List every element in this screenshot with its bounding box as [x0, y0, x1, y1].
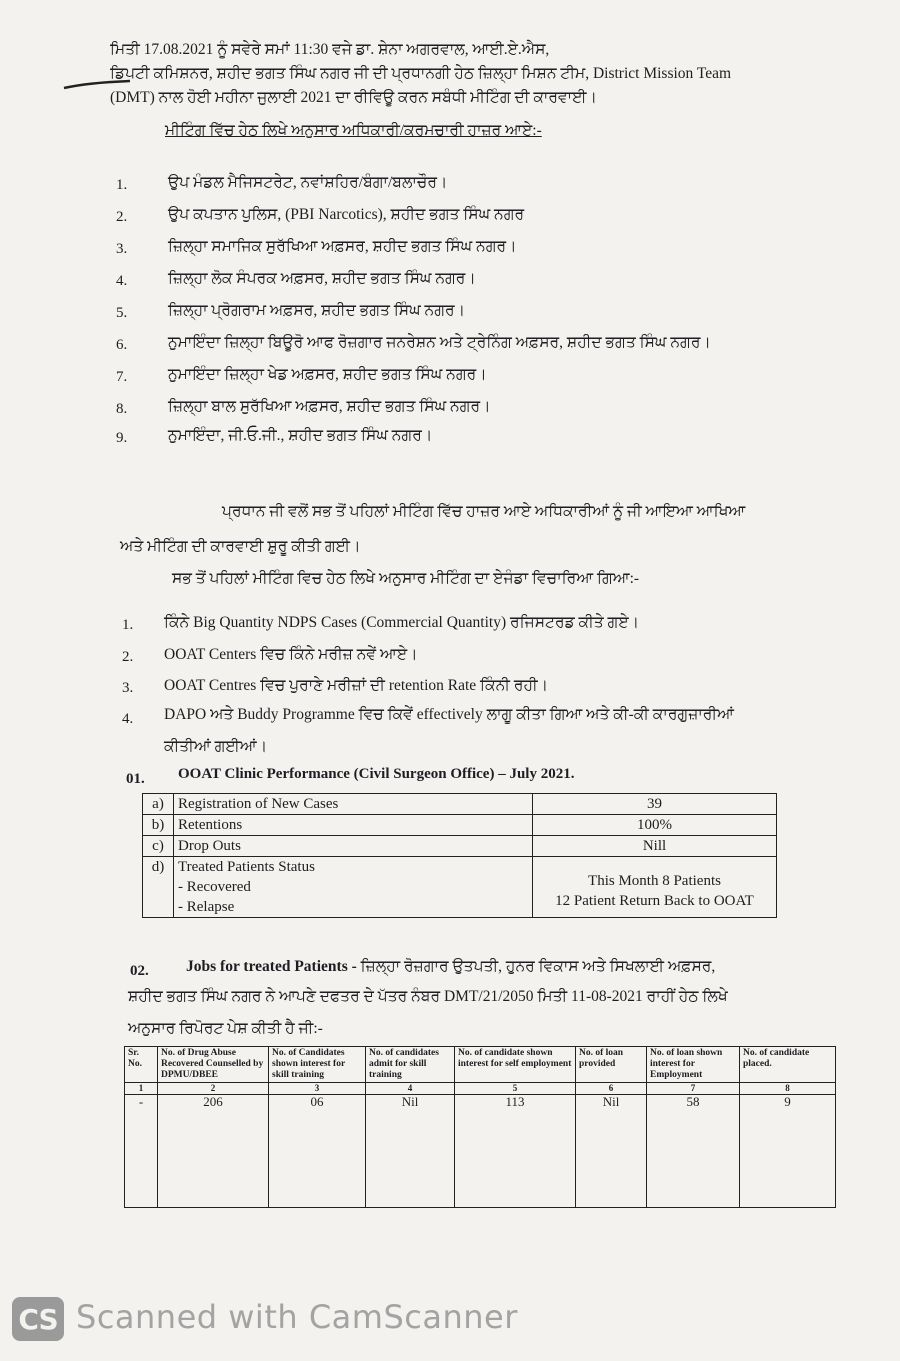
ooat-performance-table [142, 793, 777, 918]
status-sub-recovered: - Recovered [178, 879, 251, 895]
row-value [533, 857, 777, 918]
attendee-item: ਜ਼ਿਲ੍ਹਾ ਸਮਾਜਿਕ ਸੁਰੱਖਿਆ ਅਫ਼ਸਰ, ਸ਼ਹੀਦ ਭਗਤ ਸਿੰਘ ਨਗਰ। [168, 238, 517, 255]
row-value: 39 [533, 794, 777, 815]
status-value-1: This Month 8 Patients [588, 873, 721, 889]
row-value: 100% [533, 815, 777, 836]
data-cell: Nil [366, 1095, 455, 1208]
row-key: b) [143, 815, 174, 836]
intro-paragraph [110, 38, 790, 110]
attendee-num: 8. [116, 401, 128, 417]
attendee-num: 6. [116, 337, 128, 353]
attendee-item: ਜ਼ਿਲ੍ਹਾ ਲੋਕ ਸੰਪਰਕ ਅਫ਼ਸਰ, ਸ਼ਹੀਦ ਭਗਤ ਸਿੰਘ ਨਗਰ। [168, 270, 476, 287]
header-cell: No. of candidate shown interest for self employment [455, 1047, 576, 1083]
attendee-num: 1. [116, 177, 128, 193]
table-index-row [125, 1083, 836, 1095]
attendance-heading: ਮੀਟਿੰਗ ਵਿੱਚ ਹੇਠ ਲਿਖੇ ਅਨੁਸਾਰ ਅਧਿਕਾਰੀ/ਕਰਮਚਾਰੀ ਹਾਜ਼ਰ ਆਏ:- [165, 122, 542, 139]
agenda-item: OOAT Centers ਵਿਚ ਕਿੰਨੇ ਮਰੀਜ਼ ਨਵੇਂ ਆਏ। [164, 646, 418, 663]
index-cell: 3 [269, 1083, 366, 1095]
intro-line-2: ਡਿਪਟੀ ਕਮਿਸ਼ਨਰ, ਸ਼ਹੀਦ ਭਗਤ ਸਿੰਘ ਨਗਰ ਜੀ ਦੀ ਪ੍ਰਧਾਨਗੀ ਹੇਠ ਜ਼ਿਲ੍ਹਾ ਮਿਸ਼ਨ ਟੀਮ, District Mission Team [110, 65, 732, 82]
table-row [143, 794, 777, 815]
agenda-item: ਕਿੰਨੇ Big Quantity NDPS Cases (Commercial Quantity) ਰਜਿਸਟਰਡ ਕੀਤੇ ਗਏ। [164, 614, 640, 631]
camscanner-logo-icon: CS [12, 1297, 64, 1341]
table-row [143, 815, 777, 836]
attendee-item: ਉਪ ਮੰਡਲ ਮੈਜਿਸਟਰੇਟ, ਨਵਾਂਸ਼ਹਿਰ/ਬੰਗਾ/ਬਲਾਚੌਰ। [168, 174, 448, 191]
attendee-num: 3. [116, 241, 128, 257]
index-cell: 1 [125, 1083, 158, 1095]
row-key: c) [143, 836, 174, 857]
camscanner-watermark: Scanned with CamScanner [76, 1298, 518, 1336]
row-label: Registration of New Cases [174, 794, 533, 815]
section-2-title: Jobs for treated Patients - [186, 958, 357, 975]
header-cell: No. of loan provided [576, 1047, 647, 1083]
row-key: d) [143, 857, 174, 918]
index-cell: 2 [158, 1083, 269, 1095]
header-cell: No. of Drug Abuse Recovered Counselled by DPMU/DBEE [158, 1047, 269, 1083]
row-value: Nill [533, 836, 777, 857]
agenda-item: OOAT Centres ਵਿਚ ਪੁਰਾਣੇ ਮਰੀਜ਼ਾਂ ਦੀ retention Rate ਕਿੰਨੀ ਰਹੀ। [164, 677, 549, 694]
index-cell: 5 [455, 1083, 576, 1095]
index-cell: 7 [647, 1083, 740, 1095]
section-1-number: 01. [126, 771, 145, 787]
agenda-item-continuation: ਕੀਤੀਆਂ ਗਈਆਂ। [164, 738, 268, 755]
row-label: Retentions [174, 815, 533, 836]
attendee-item: ਜ਼ਿਲ੍ਹਾ ਪ੍ਰੋਗਰਾਮ ਅਫ਼ਸਰ, ਸ਼ਹੀਦ ਭਗਤ ਸਿੰਘ ਨਗਰ। [168, 302, 466, 319]
data-cell: 06 [269, 1095, 366, 1208]
data-cell: 113 [455, 1095, 576, 1208]
section-2-line-3: ਅਨੁਸਾਰ ਰਿਪੋਰਟ ਪੇਸ਼ ਕੀਤੀ ਹੈ ਜੀ:- [128, 1020, 323, 1037]
index-cell: 4 [366, 1083, 455, 1095]
status-label: Treated Patients Status [178, 859, 315, 875]
intro-line-3: (DMT) ਨਾਲ ਹੋਈ ਮਹੀਨਾ ਜੁਲਾਈ 2021 ਦਾ ਰੀਵਿਊ ਕਰਨ ਸਬੰਧੀ ਮੀਟਿੰਗ ਦੀ ਕਾਰਵਾਈ। [110, 89, 597, 106]
data-cell: Nil [576, 1095, 647, 1208]
section-2-number: 02. [130, 963, 149, 979]
attendee-item: ਨੁਮਾਇੰਦਾ ਜ਼ਿਲ੍ਹਾ ਖੇਡ ਅਫ਼ਸਰ, ਸ਼ਹੀਦ ਭਗਤ ਸਿੰਘ ਨਗਰ। [168, 366, 487, 383]
attendee-item: ਜ਼ਿਲ੍ਹਾ ਬਾਲ ਸੁਰੱਖਿਆ ਅਫ਼ਸਰ, ਸ਼ਹੀਦ ਭਗਤ ਸਿੰਘ ਨਗਰ। [168, 398, 491, 415]
section-2-line-1 [186, 958, 715, 976]
row-label [174, 857, 533, 918]
agenda-intro: ਸਭ ਤੋਂ ਪਹਿਲਾਂ ਮੀਟਿੰਗ ਵਿਚ ਹੇਠ ਲਿਖੇ ਅਨੁਸਾਰ ਮੀਟਿੰਗ ਦਾ ਏਜੰਡਾ ਵਿਚਾਰਿਆ ਗਿਆ:- [172, 570, 640, 587]
welcome-line-2: ਅਤੇ ਮੀਟਿੰਗ ਦੀ ਕਾਰਵਾਈ ਸ਼ੁਰੂ ਕੀਤੀ ਗਈ। [120, 538, 361, 555]
agenda-num: 3. [122, 680, 134, 696]
attendee-num: 5. [116, 305, 128, 321]
section-1-title: OOAT Clinic Performance (Civil Surgeon Office) – July 2021. [178, 766, 575, 782]
status-sub-relapse: - Relapse [178, 899, 235, 915]
intro-line-1: ਮਿਤੀ 17.08.2021 ਨੂੰ ਸਵੇਰੇ ਸਮਾਂ 11:30 ਵਜੇ ਡਾ. ਸ਼ੇਨਾ ਅਗਰਵਾਲ, ਆਈ.ਏ.ਐਸ, [110, 41, 550, 58]
data-cell: 58 [647, 1095, 740, 1208]
table-header-row [125, 1047, 836, 1083]
data-cell: 9 [740, 1095, 836, 1208]
agenda-num: 4. [122, 711, 134, 727]
attendee-num: 7. [116, 369, 128, 385]
attendee-item: ਨੁਮਾਇੰਦਾ, ਜੀ.ਓ.ਜੀ., ਸ਼ਹੀਦ ਭਗਤ ਸਿੰਘ ਨਗਰ। [168, 427, 433, 444]
table-row [143, 857, 777, 918]
agenda-num: 1. [122, 617, 134, 633]
header-cell: Sr. No. [125, 1047, 158, 1083]
attendee-num: 4. [116, 273, 128, 289]
header-cell: No. of loan shown interest for Employment [647, 1047, 740, 1083]
row-key: a) [143, 794, 174, 815]
agenda-num: 2. [122, 649, 134, 665]
data-cell: 206 [158, 1095, 269, 1208]
welcome-line-1: ਪ੍ਰਧਾਨ ਜੀ ਵਲੋਂ ਸਭ ਤੋਂ ਪਹਿਲਾਂ ਮੀਟਿੰਗ ਵਿੱਚ ਹਾਜ਼ਰ ਆਏ ਅਧਿਕਾਰੀਆਂ ਨੂੰ ਜੀ ਆਇਆ ਆਖਿਆ [222, 503, 746, 520]
attendee-item: ਨੁਮਾਇੰਦਾ ਜ਼ਿਲ੍ਹਾ ਬਿਊਰੋ ਆਫ ਰੋਜ਼ਗਾਰ ਜਨਰੇਸ਼ਨ ਅਤੇ ਟ੍ਰੇਨਿੰਗ ਅਫ਼ਸਰ, ਸ਼ਹੀਦ ਭਗਤ ਸਿੰਘ ਨਗਰ। [168, 334, 711, 351]
attendee-num: 9. [116, 430, 128, 446]
data-cell: - [125, 1095, 158, 1208]
index-cell: 6 [576, 1083, 647, 1095]
section-2-line-1-rest: ਜ਼ਿਲ੍ਹਾ ਰੋਜ਼ਗਾਰ ਉਤਪਤੀ, ਹੁਨਰ ਵਿਕਾਸ ਅਤੇ ਸਿਖਲਾਈ ਅਫ਼ਸਰ, [360, 958, 716, 975]
jobs-report-table [124, 1046, 836, 1208]
attendee-num: 2. [116, 209, 128, 225]
agenda-item: DAPO ਅਤੇ Buddy Programme ਵਿਚ ਕਿਵੇਂ effectively ਲਾਗੂ ਕੀਤਾ ਗਿਆ ਅਤੇ ਕੀ-ਕੀ ਕਾਰਗੁਜ਼ਾਰੀਆਂ [164, 706, 734, 723]
header-cell: No. of Candidates shown interest for skill training [269, 1047, 366, 1083]
table-row [143, 836, 777, 857]
index-cell: 8 [740, 1083, 836, 1095]
status-value-2: 12 Patient Return Back to OOAT [555, 893, 754, 909]
header-cell: No. of candidates admit for skill training [366, 1047, 455, 1083]
header-cell: No. of candidate placed. [740, 1047, 836, 1083]
table-row [125, 1095, 836, 1208]
attendee-item: ਉਪ ਕਪਤਾਨ ਪੁਲਿਸ, (PBI Narcotics), ਸ਼ਹੀਦ ਭਗਤ ਸਿੰਘ ਨਗਰ [168, 206, 525, 223]
section-2-line-2: ਸ਼ਹੀਦ ਭਗਤ ਸਿੰਘ ਨਗਰ ਨੇ ਆਪਣੇ ਦਫਤਰ ਦੇ ਪੱਤਰ ਨੰਬਰ DMT/21/2050 ਮਿਤੀ 11-08-2021 ਰਾਹੀਂ ਹੇਠ ਲਿਖੇ [128, 988, 728, 1005]
row-label: Drop Outs [174, 836, 533, 857]
